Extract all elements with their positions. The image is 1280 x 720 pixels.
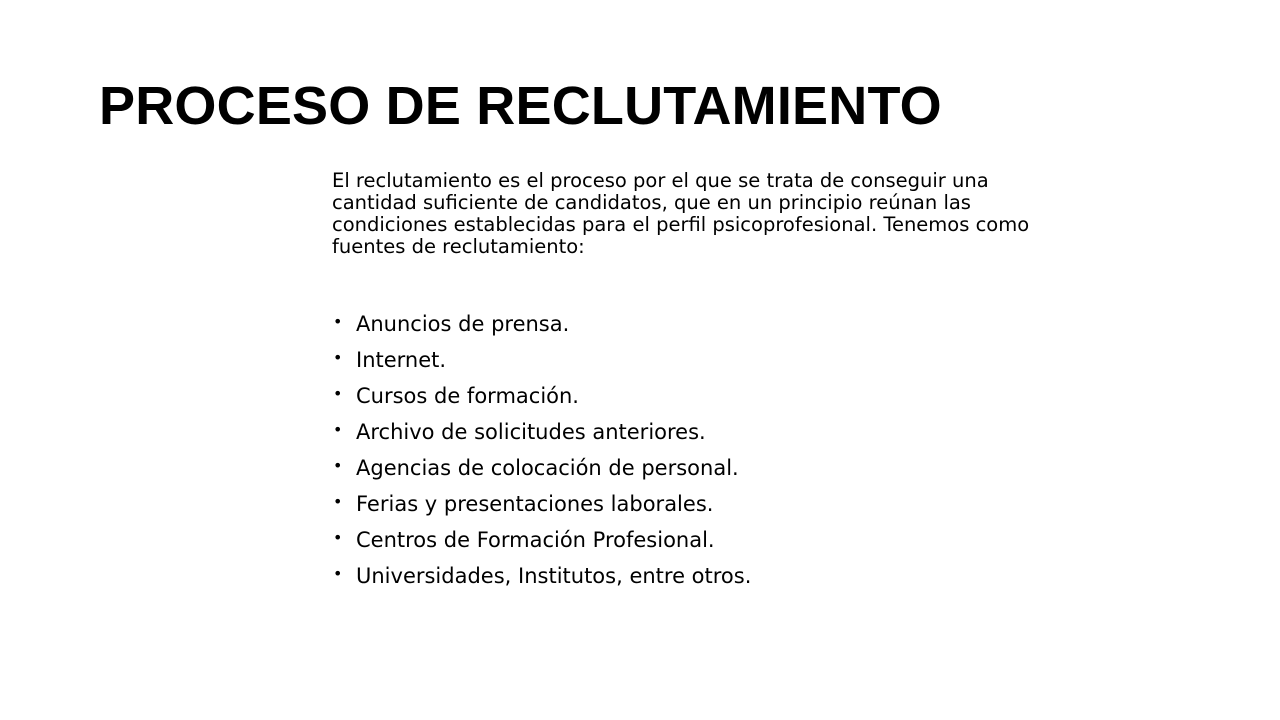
bullet-icon: •: [333, 456, 343, 475]
list-item: [332, 378, 1152, 414]
list-item-text: Ferias y presentaciones laborales.: [356, 492, 714, 516]
bullet-icon: •: [333, 420, 343, 439]
list-item-text: Universidades, Institutos, entre otros.: [356, 564, 752, 588]
recruitment-sources-list: [332, 306, 1152, 594]
list-item: [332, 342, 1152, 378]
list-item: [332, 450, 1152, 486]
list-item: [332, 558, 1152, 594]
list-item-text: Centros de Formación Profesional.: [356, 528, 715, 552]
bullet-icon: •: [333, 348, 343, 367]
list-item: [332, 414, 1152, 450]
bullet-icon: •: [333, 528, 343, 547]
list-item: [332, 522, 1152, 558]
bullet-icon: •: [333, 564, 343, 583]
list-item: [332, 486, 1152, 522]
bullet-icon: •: [333, 312, 343, 331]
bullet-icon: •: [333, 384, 343, 403]
list-item-text: Archivo de solicitudes anteriores.: [356, 420, 706, 444]
list-item: [332, 306, 1152, 342]
slide-title: PROCESO DE RECLUTAMIENTO: [99, 76, 942, 136]
content-body: [332, 170, 1152, 594]
list-item-text: Anuncios de prensa.: [356, 312, 570, 336]
list-item-text: Internet.: [356, 348, 447, 372]
bullet-icon: •: [333, 492, 343, 511]
intro-paragraph: El reclutamiento es el proceso por el que se trata de conseguir una cantidad suficiente de candidatos, que en un principio reúnan las condiciones establecidas para el perfil psicoprofesional. Tenemos como fuentes de reclutamiento:: [332, 169, 1030, 258]
list-item-text: Cursos de formación.: [356, 384, 579, 408]
list-item-text: Agencias de colocación de personal.: [356, 456, 739, 480]
